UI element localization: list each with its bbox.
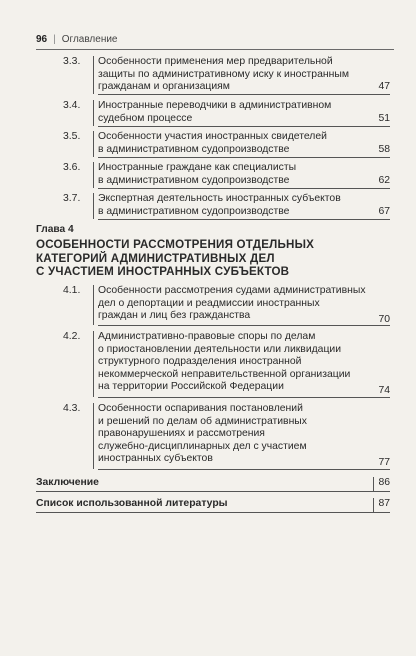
chapter-title-line: С УЧАСТИЕМ ИНОСТРАННЫХ СУБЪЕКТОВ [36,265,290,278]
entry-bracket [373,477,374,491]
entry-rule [98,94,390,95]
entry-title [98,403,360,467]
entry-rule [36,491,390,492]
chapter-label: Глава 4 [36,224,74,235]
entry-number: 4.1. [63,285,81,296]
entry-line: Иностранные граждане как специалисты [98,162,297,173]
toc-entry-4-1[interactable] [36,285,390,327]
entry-line: дел о депортации и реадмиссии иностранных [98,297,320,309]
header-rule [36,49,394,50]
entry-rule [98,397,390,398]
entry-number: 4.2. [63,331,81,342]
entry-line: Административно-правовые споры по делам [98,331,316,342]
entry-line: о приостановлении деятельности или ликвидации [98,343,342,355]
chapter-title[interactable] [36,238,326,279]
entry-title [98,285,366,324]
entry-line: судебном процессе [98,112,193,124]
entry-line: служебно-дисциплинарных дел с участием [98,440,307,452]
entry-rule [98,325,390,326]
entry-line: Особенности оспаривания постановлений [98,403,303,414]
entry-line: Особенности участия иностранных свидетелей [98,131,327,142]
entry-line: гражданам и организациям [98,81,230,93]
entry-line: Экспертная деятельность иностранных субъектов [98,193,341,204]
entry-line: в административном судопроизводстве [98,174,290,186]
entry-page: 51 [378,113,390,124]
entry-number: 3.7. [63,193,81,204]
toc-entry-3-5[interactable] [36,131,390,159]
entry-title [98,56,360,95]
entry-line: граждан и лиц без гражданства [98,310,251,322]
entry-bracket [93,100,94,126]
entry-line: в административном судопроизводстве [98,205,290,217]
header-title: Оглавление [61,34,118,45]
header-separator: | [53,34,56,45]
entry-bracket [93,131,94,157]
entry-line: и решений по делам об административных [98,415,307,427]
entry-bracket [93,162,94,188]
entry-page: 86 [378,477,390,488]
page-number: 96 [36,34,48,45]
toc-entry-conclusion[interactable] [36,477,390,493]
toc-entry-3-6[interactable] [36,162,390,190]
entry-bracket [93,193,94,219]
entry-title [98,100,360,126]
entry-line: иностранных субъектов [98,453,213,465]
entry-number: 3.3. [63,56,81,67]
toc-entry-bibliography[interactable] [36,498,390,514]
toc-entry-4-3[interactable] [36,403,390,471]
entry-page: 74 [378,385,390,396]
entry-rule [98,126,390,127]
entry-title [98,162,360,188]
entry-line: на территории Российской Федерации [98,381,284,393]
entry-rule [36,512,390,513]
chapter-title-line: ОСОБЕННОСТИ РАССМОТРЕНИЯ ОТДЕЛЬНЫХ [36,238,315,251]
toc-entry-3-3[interactable] [36,56,390,96]
entry-rule [98,219,390,220]
entry-line: Иностранные переводчики в административном [98,100,332,111]
entry-bracket [93,403,94,469]
entry-bracket [93,331,94,397]
entry-line: некоммерческой неправительственной организации [98,368,351,380]
entry-line: структурного подразделения иностранной [98,356,302,368]
entry-title [98,131,360,157]
entry-title: Заключение [36,477,99,488]
entry-title [98,331,360,395]
entry-page: 47 [378,81,390,92]
entry-bracket [93,285,94,325]
entry-number: 3.4. [63,100,81,111]
entry-rule [98,157,390,158]
entry-page: 87 [378,498,390,509]
entry-page: 62 [378,175,390,186]
entry-line: правонарушениях и рассмотрения [98,428,265,440]
entry-number: 4.3. [63,403,81,414]
toc-entry-4-2[interactable] [36,331,390,399]
chapter-title-line: КАТЕГОРИЙ АДМИНИСТРАТИВНЫХ ДЕЛ [36,251,275,265]
toc-entry-3-7[interactable] [36,193,390,221]
entry-rule [98,188,390,189]
entry-line: в административном судопроизводстве [98,143,290,155]
entry-line: защиты по административному иску к иностранным [98,68,349,80]
entry-title [98,193,360,219]
entry-page: 77 [378,457,390,468]
entry-bracket [373,498,374,512]
running-header [36,34,118,45]
entry-bracket [93,56,94,94]
entry-page: 70 [378,314,390,325]
entry-page: 67 [378,206,390,217]
toc-entry-3-4[interactable] [36,100,390,128]
entry-number: 3.5. [63,131,81,142]
entry-title: Список использованной литературы [36,498,228,509]
entry-page: 58 [378,144,390,155]
entry-line: Особенности применения мер предварительной [98,56,333,67]
entry-number: 3.6. [63,162,81,173]
entry-line: Особенности рассмотрения судами административных [98,285,366,296]
entry-rule [98,469,390,470]
